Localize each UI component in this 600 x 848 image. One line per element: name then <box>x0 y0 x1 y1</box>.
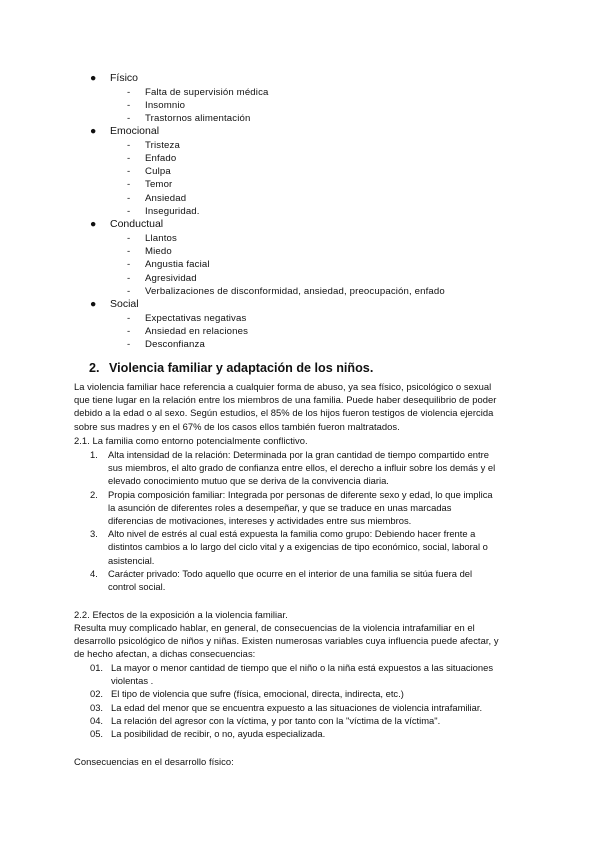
document-page: ● Físico - Falta de supervisión médica - Insomnio - Trastornos alimentación ● Emocional - Tristeza - Enfado - Culpa - Temor - Ansiedad - Inseguridad. ● Conductual - Llantos - Miedo - Angustia facial - Agresividad - Verbalizaciones de disconformidad, ansiedad, preocupación, enfado ● Social - Expectativas negativas - Ansiedad en relaciones - Desconfianza 2. Violencia familiar y adaptación de los niños. La violencia familiar hace referencia a cualquier forma de abuso, ya sea físico, psicológico o sexual que tiene lugar en la relación entre los miembros de una familia. Puede haber desequilibrio de poder debido a la edad o al sexo. Según estudios, el 85% de los hijos fueron testigos de violencia ejercida sobre sus madres y en el 67% de los casos ellos también fueron maltratados. 2.1. La familia como entorno potencialmente conflictivo. 1. Alta intensidad de la relación: Determinada por la gran cantidad de tiempo compartido entre sus miembros, el alto grado de confianza entre ellos, el derecho a influir sobre los demás y el elevado conocimiento mutuo que se deriva de la convivencia diaria. 2. Propia composición familiar: Integrada por personas de diferente sexo y edad, lo que implica la asunción de diferentes roles a desempeñar, y que se traduce en unas marcadas diferencias de motivaciones, intereses y actividades entre sus miembros. 3. Alto nivel de estrés al cual está expuesta la familia como grupo: Debiendo hacer frente a distintos cambios a lo largo del ciclo vital y a exigencias de tipo económico, social, laboral o asistencial. 4. Carácter privado: Todo aquello que ocurre en el interior de una familia se sitúa fuera del control social. 2.2. Efectos de la exposición a la violencia familiar. Resulta muy complicado hablar, en general, de consecuencias de la violencia intrafamiliar en el desarrollo psicológico de niños y niñas. Existen numerosas variables cuya influencia puede afectar, y de hecho afectan, a dichas consecuencias: 01. La mayor o menor cantidad de tiempo que el niño o la niña está expuestos a las situaciones violentas . 02. El tipo de violencia que sufre (física, emocional, directa, indirecta, etc.) 03. La edad del menor que se encuentra expuesto a las situaciones de violencia intrafamiliar. 04. La relación del agresor con la víctima, y por tanto con la "víctima de la víctima". 05. La posibilidad de recibir, o no, ayuda especializada. Consecuencias en el desarrollo físico: <box>0 0 600 848</box>
section-heading <box>89 361 373 375</box>
section-number: 2. <box>89 361 100 375</box>
list-item: 4. Carácter privado: Todo aquello que ocurre en el interior de una familia se sitúa fuera del control social. <box>90 567 473 593</box>
closing-heading: Consecuencias en el desarrollo físico: <box>74 756 234 767</box>
list-item: 03. La edad del menor que se encuentra expuesto a las situaciones de violencia intrafamiliar. <box>90 701 483 713</box>
bullet-icon: ● <box>90 298 97 310</box>
subsection-title: 2.2. Efectos de la exposición a la violencia familiar. <box>74 609 288 620</box>
list-item: 02. El tipo de violencia que sufre (física, emocional, directa, indirecta, etc.) <box>90 688 404 700</box>
bullet-icon: ● <box>90 218 97 230</box>
list-item: 2. Propia composición familiar: Integrada por personas de diferente sexo y edad, lo que implica la asunción de diferentes roles a desempeñar, y que se traduce en unas marcadas diferencias de motivaciones, intereses y actividades entre sus miembros. <box>90 488 493 527</box>
list-item: 1. Alta intensidad de la relación: Determinada por la gran cantidad de tiempo compartido entre sus miembros, el alto grado de confianza entre ellos, el derecho a influir sobre los demás y el elevado conocimiento mutuo que se deriva de la convivencia diaria. <box>90 449 496 487</box>
bullet-icon: ● <box>90 72 97 84</box>
list-item: 05. La posibilidad de recibir, o no, ayuda especializada. <box>90 728 326 740</box>
numbered-list <box>90 448 530 593</box>
category-label: Físico <box>110 72 139 84</box>
category-label: Emocional <box>110 125 160 137</box>
effects-paragraph: Resulta muy complicado hablar, en general, de consecuencias de la violencia intrafamiliar en el desarrollo psicológico de niños y niñas. Existen numerosas variables cuya influencia puede afectar, y de hecho afectan, a dichas consecuencias: <box>74 622 499 660</box>
subsection-title: 2.1. La familia como entorno potencialmente conflictivo. <box>74 435 308 446</box>
section-title: Violencia familiar y adaptación de los niños. <box>109 361 374 375</box>
bullet-icon: ● <box>90 125 97 137</box>
category-label: Social <box>110 298 139 310</box>
intro-paragraph: La violencia familiar hace referencia a cualquier forma de abuso, ya sea físico, psicológico o sexual que tiene lugar en la relación entre los miembros de una familia. Puede haber desequilibrio de poder debido a la edad o al sexo. Según estudios, el 85% de los hijos fueron testigos de violencia ejercida sobre sus madres y en el 67% de los casos ellos también fueron maltratados. <box>74 381 497 432</box>
numbered-list <box>90 661 530 740</box>
category-label: Conductual <box>110 218 164 230</box>
list-item: 01. La mayor o menor cantidad de tiempo que el niño o la niña está expuestos a las situaciones violentas . <box>90 662 494 687</box>
list-item: 04. La relación del agresor con la víctima, y por tanto con la "víctima de la víctima". <box>90 714 441 726</box>
list-item: 3. Alto nivel de estrés al cual está expuesta la familia como grupo: Debiendo hacer frente a distintos cambios a lo largo del ciclo vital y a exigencias de tipo económico, social, laboral o asistencial. <box>90 528 488 566</box>
